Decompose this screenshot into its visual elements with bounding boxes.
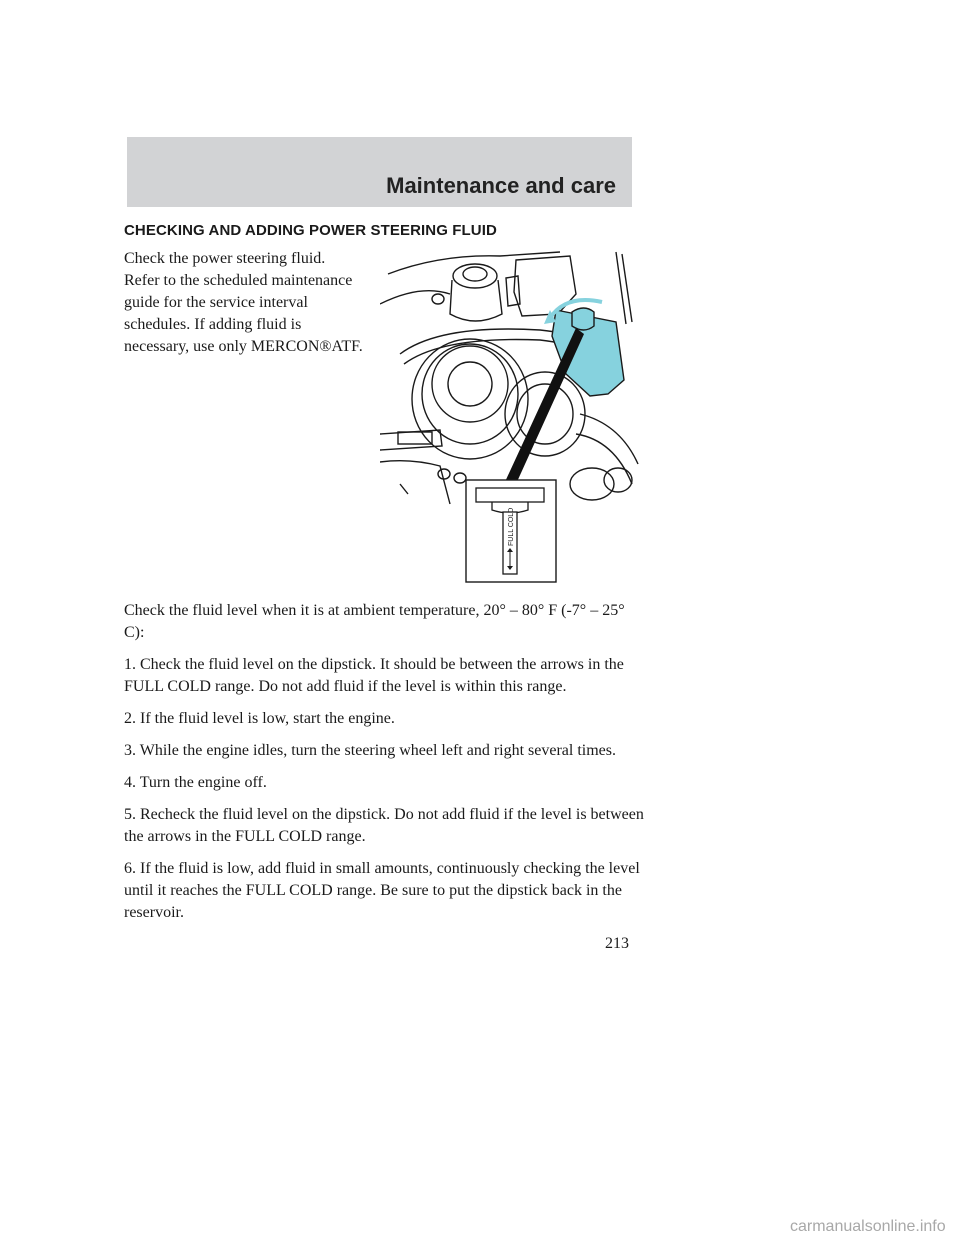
bolt bbox=[570, 468, 614, 500]
bolt bbox=[432, 294, 444, 304]
bracket bbox=[398, 432, 432, 444]
hose bbox=[580, 414, 638, 464]
frame-line bbox=[616, 252, 626, 324]
step-3: 3. While the engine idles, turn the steering wheel left and right several times. bbox=[124, 742, 616, 759]
paragraph: Check the fluid level when it is at ambient temperature, 20° – 80° F (-7° – 25° C): bbox=[124, 602, 625, 641]
intro-line: schedules. If adding fluid is bbox=[124, 316, 302, 333]
intro-line: guide for the service interval bbox=[124, 294, 308, 311]
cap-part bbox=[463, 267, 487, 281]
pulley bbox=[422, 344, 518, 444]
pulley bbox=[412, 339, 528, 459]
engine-illustration bbox=[380, 244, 642, 584]
intro-line: Check the power steering fluid. bbox=[124, 250, 326, 267]
header-band bbox=[127, 137, 632, 207]
frame-line bbox=[380, 461, 450, 504]
frame-line bbox=[400, 484, 408, 494]
bracket bbox=[380, 430, 442, 450]
dipstick-handle bbox=[476, 488, 544, 502]
bolt bbox=[454, 473, 466, 483]
intro-paragraph bbox=[124, 248, 389, 358]
intro-line: Refer to the scheduled maintenance bbox=[124, 272, 353, 289]
section-heading: CHECKING AND ADDING POWER STEERING FLUID bbox=[124, 222, 497, 239]
pulley-hub bbox=[448, 362, 492, 406]
frame-line bbox=[622, 254, 632, 322]
step-2: 2. If the fluid level is low, start the engine. bbox=[124, 710, 395, 727]
frame-line bbox=[380, 291, 450, 304]
pulley bbox=[432, 346, 508, 422]
engine-diagram bbox=[380, 244, 642, 584]
connector-box bbox=[514, 256, 576, 316]
step-4: 4. Turn the engine off. bbox=[124, 774, 267, 791]
bolt bbox=[438, 469, 450, 479]
intro-line: necessary, use only MERCON®ATF. bbox=[124, 338, 363, 355]
cap-part bbox=[450, 280, 502, 321]
watermark: carmanualsonline.info bbox=[790, 1218, 946, 1235]
step-1: 1. Check the fluid level on the dipstick. It should be between the arrows in the FULL COLD range. Do not add fluid if the level is within this range. bbox=[124, 656, 624, 695]
dipstick-label: FULL COLD bbox=[508, 507, 515, 546]
page-number: 213 bbox=[605, 935, 629, 952]
reservoir-cap bbox=[572, 308, 594, 330]
page-title: Maintenance and care bbox=[386, 173, 616, 198]
step-6: 6. If the fluid is low, add fluid in small amounts, continuously checking the level until it reaches the FULL COLD range. Be sure to put the dipstick back in the reservoir. bbox=[124, 860, 640, 921]
step-5: 5. Recheck the fluid level on the dipstick. Do not add fluid if the level is between the arrows in the FULL COLD range. bbox=[124, 806, 644, 845]
bolt bbox=[604, 468, 632, 492]
frame-line bbox=[388, 252, 560, 274]
body-text bbox=[124, 600, 644, 934]
